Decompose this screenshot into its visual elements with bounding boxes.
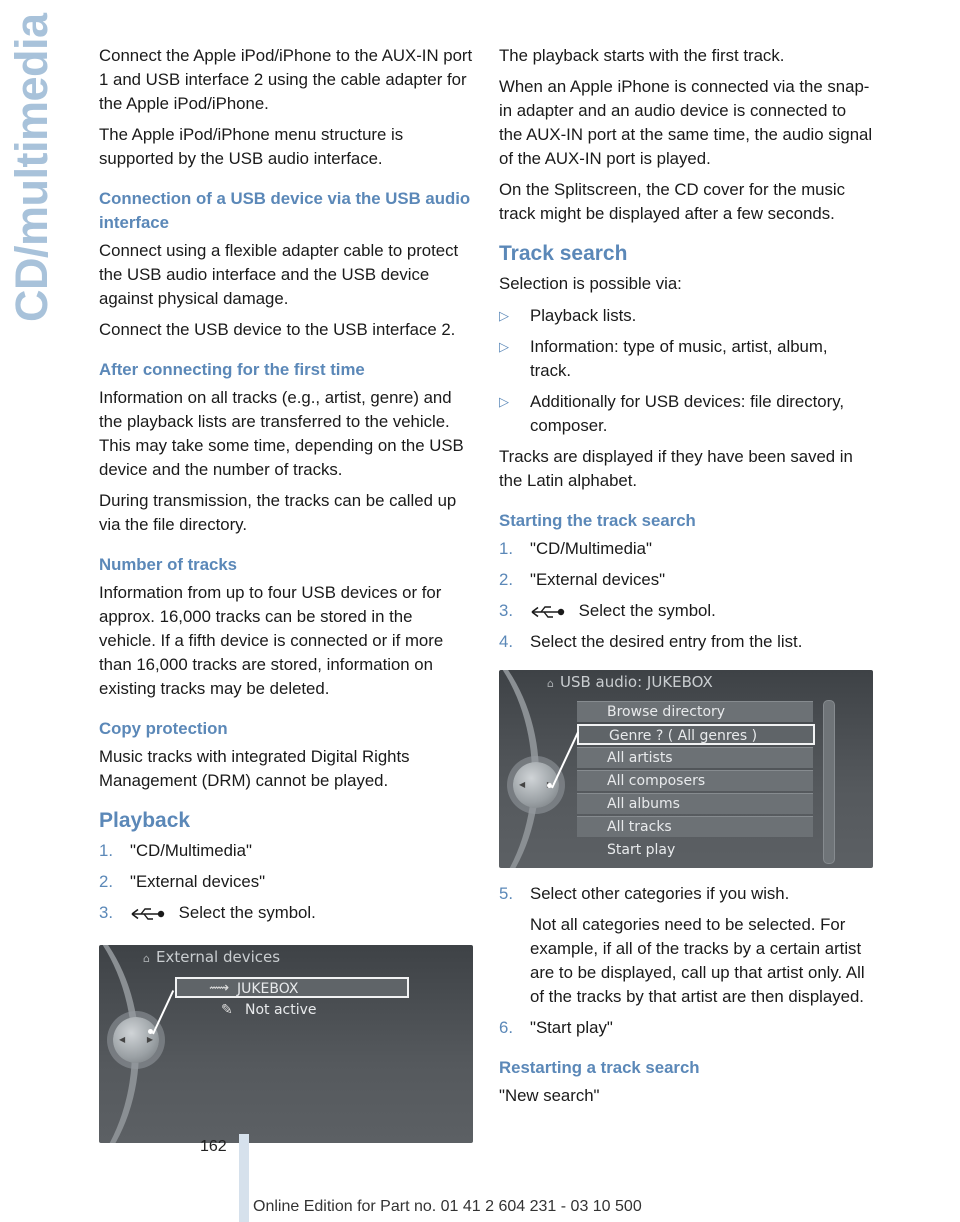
pencil-icon: ✎ — [221, 1002, 233, 1018]
usb-audio-screenshot — [499, 670, 873, 868]
screen-title: ⌂ External devices — [143, 948, 281, 966]
menu-item-not-active[interactable] — [175, 1000, 409, 1021]
menu-item-jukebox[interactable] — [175, 977, 409, 998]
step-number: 3. — [499, 601, 513, 620]
paragraph: Connect using a flexible adapter cable to protect the USB audio interface and the USB device against physical damage. — [99, 241, 459, 308]
paragraph: Selection is possible via: — [499, 274, 682, 293]
edition-footer: Online Edition for Part no. 01 41 2 604 231 - 03 10 500 — [253, 1198, 642, 1215]
paragraph: Connect the Apple iPod/iPhone to the AUX-IN port 1 and USB interface 2 using the cable adapter for the Apple iPod/iPhone. — [99, 46, 473, 113]
bullet-triangle-icon: ▷ — [499, 308, 509, 323]
paragraph: On the Splitscreen, the CD cover for the music track might be displayed after a few seconds. — [499, 180, 846, 223]
list-item — [499, 537, 873, 561]
paragraph: Information on all tracks (e.g., artist, genre) and the playback lists are transferred to the vehicle. This may take some time, depending on the USB device and the number of tracks. — [99, 388, 464, 479]
paragraph: Information from up to four USB devices or for approx. 16,000 tracks can be stored in the vehicle. If a fifth device is connected or if more than 16,000 tracks are stored, information on existing tracks may be deleted. — [99, 583, 444, 698]
external-devices-screenshot — [99, 945, 473, 1143]
screen-title: ⌂ USB audio: JUKEBOX — [547, 673, 713, 691]
menu-item-all-artists[interactable]: All artists — [577, 747, 813, 768]
step-number: 2. — [99, 872, 113, 891]
selection-bullets — [499, 304, 873, 438]
step-text: "Start play" — [530, 1018, 613, 1037]
track-search-steps — [499, 537, 873, 654]
menu-item-genre[interactable]: Genre ? ( All genres ) — [577, 724, 815, 745]
menu-item-start-play[interactable]: Start play — [607, 842, 676, 858]
scrollbar[interactable] — [823, 700, 835, 864]
menu-item-all-tracks[interactable]: All tracks — [577, 816, 813, 837]
list-item — [499, 599, 873, 623]
step-text: Select the desired entry from the list. — [530, 632, 803, 651]
callout-dot — [547, 783, 552, 788]
list-item — [499, 1016, 873, 1040]
step-number: 3. — [99, 903, 113, 922]
step-text: "CD/Multimedia" — [530, 539, 652, 558]
paragraph: During transmission, the tracks can be called up via the file directory. — [99, 491, 457, 534]
list-item — [99, 870, 473, 894]
usb-icon — [530, 605, 566, 619]
callout-dot — [148, 1029, 153, 1034]
step-note: Not all categories need to be selected. For example, if all of the tracks by a certain artist are to be displayed, call up that artist only. All of the tracks by that artist are then displayed. — [530, 915, 865, 1006]
menu-item-all-composers[interactable]: All composers — [577, 770, 813, 791]
list-item — [99, 901, 473, 925]
step-number: 4. — [499, 632, 513, 651]
paragraph: The playback starts with the first track. — [499, 46, 785, 65]
side-tab-label: CD/multimedia — [6, 13, 57, 322]
bullet-triangle-icon: ▷ — [499, 394, 509, 409]
step-text: Select the symbol. — [178, 903, 316, 922]
section-heading-restarting: Restarting a track search — [499, 1058, 700, 1077]
list-item — [499, 568, 873, 592]
step-text: "External devices" — [130, 872, 266, 891]
pin-icon: ⌂ — [143, 952, 150, 965]
playback-steps — [99, 839, 473, 925]
controller-knob-icon: ◀ ▶ — [113, 1017, 159, 1063]
step-text: Select the symbol. — [578, 601, 716, 620]
section-heading-playback: Playback — [99, 809, 191, 832]
paragraph: Music tracks with integrated Digital Rights Management (DRM) cannot be played. — [99, 747, 410, 790]
list-item: ▷ Additionally for USB devices: file directory, composer. — [499, 392, 845, 435]
step-number: 1. — [499, 539, 513, 558]
page-number: 162 — [200, 1138, 227, 1155]
paragraph: "New search" — [499, 1086, 600, 1105]
section-heading-starting-track-search: Starting the track search — [499, 511, 696, 530]
step-text: Select other categories if you wish. — [530, 884, 790, 903]
callout-line — [152, 990, 174, 1034]
side-tab — [0, 0, 58, 330]
menu-item-label: Not active — [245, 1002, 317, 1018]
section-heading-after-connecting: After connecting for the first time — [99, 360, 365, 379]
section-heading-copy-protection: Copy protection — [99, 719, 228, 738]
step-text: "External devices" — [530, 570, 666, 589]
usb-icon: ⟿ — [209, 980, 230, 996]
section-heading-track-search: Track search — [499, 242, 628, 265]
paragraph: Tracks are displayed if they have been saved in the Latin alphabet. — [499, 447, 853, 490]
menu-item-all-albums[interactable]: All albums — [577, 793, 813, 814]
section-heading-usb: Connection of a USB device via the USB audio interface — [99, 189, 471, 232]
callout-line — [551, 731, 579, 788]
list-item: ▷ Playback lists. — [499, 304, 873, 328]
menu-item-label: JUKEBOX — [237, 981, 299, 997]
step-text: "CD/Multimedia" — [130, 841, 252, 860]
usb-icon — [130, 907, 166, 921]
right-column — [499, 44, 873, 1115]
list-item — [499, 630, 873, 654]
section-heading-number-of-tracks: Number of tracks — [99, 555, 238, 574]
list-item: ▷ Information: type of music, artist, album, track. — [499, 337, 828, 380]
step-number: 6. — [499, 1018, 513, 1037]
paragraph: When an Apple iPhone is connected via the snap-in adapter and an audio device is connected to the AUX-IN port at the same time, the audio signal of the AUX-IN port is played. — [499, 77, 873, 168]
left-column — [99, 44, 473, 1143]
step-number: 2. — [499, 570, 513, 589]
controller-knob-icon: ◀ — [513, 762, 559, 808]
menu-item-browse-directory[interactable]: Browse directory — [577, 701, 813, 722]
list-item — [99, 839, 473, 863]
paragraph: Connect the USB device to the USB interface 2. — [99, 320, 456, 339]
footer-divider — [239, 1134, 249, 1222]
step-number: 1. — [99, 841, 113, 860]
track-search-steps-continued — [499, 882, 873, 1040]
list-item — [499, 882, 873, 1009]
step-number: 5. — [499, 884, 513, 903]
pin-icon: ⌂ — [547, 677, 554, 690]
bullet-triangle-icon: ▷ — [499, 339, 509, 354]
paragraph: The Apple iPod/iPhone menu structure is supported by the USB audio interface. — [99, 125, 404, 168]
